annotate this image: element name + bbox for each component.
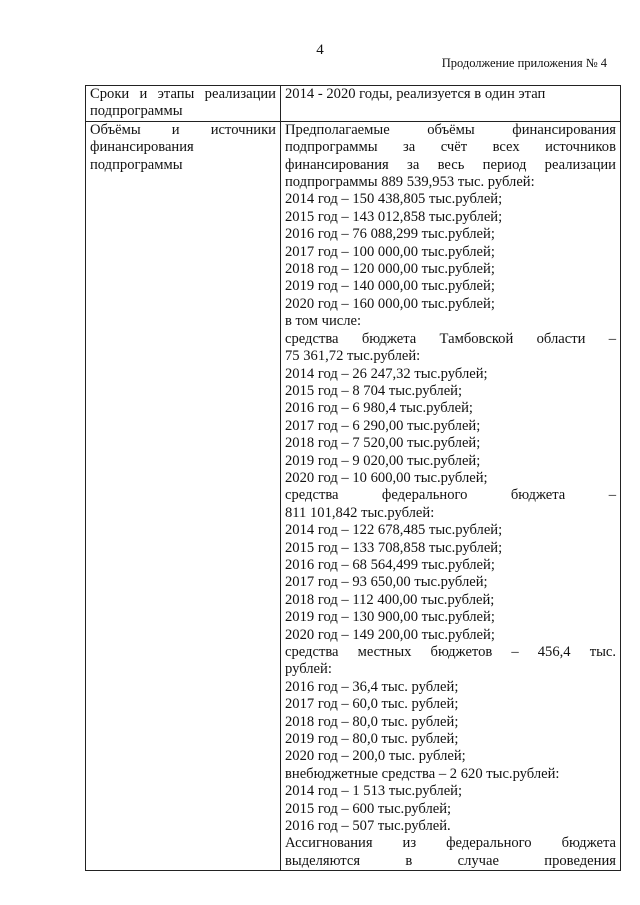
label-cell-line: финансирования: [90, 139, 194, 156]
value-cell-line: 2016 год – 507 тыс.рублей.: [285, 818, 451, 835]
value-cell: [281, 86, 621, 122]
value-cell-line: внебюджетные средства – 2 620 тыс.рублей:: [285, 765, 560, 782]
value-cell-line: 2014 год – 150 438,805 тыс.рублей;: [285, 191, 503, 208]
value-cell-line: 2016 год – 68 564,499 тыс.рублей;: [285, 556, 495, 573]
table-row: [86, 121, 621, 870]
value-cell-line: 2018 год – 120 000,00 тыс.рублей;: [285, 261, 495, 278]
value-cell-line: 2018 год – 112 400,00 тыс.рублей;: [285, 591, 495, 608]
page-number: 4: [316, 42, 324, 58]
value-cell-line: 2016 год – 6 980,4 тыс.рублей;: [285, 400, 473, 417]
value-cell-line: 2016 год – 36,4 тыс. рублей;: [285, 678, 459, 695]
value-cell-line: средства бюджета Тамбовской области –: [285, 330, 616, 347]
value-cell-line: 2020 год – 149 200,00 тыс.рублей;: [285, 626, 495, 643]
value-cell-line: 2018 год – 80,0 тыс. рублей;: [285, 713, 459, 730]
value-cell-line: 2019 год – 9 020,00 тыс.рублей;: [285, 452, 481, 469]
value-cell-line: 2017 год – 6 290,00 тыс.рублей;: [285, 417, 481, 434]
value-cell-line: 2020 год – 160 000,00 тыс.рублей;: [285, 295, 495, 312]
value-cell: [281, 121, 621, 870]
label-cell: [86, 121, 281, 870]
value-cell-line: 2014 год – 122 678,485 тыс.рублей;: [285, 522, 503, 539]
value-cell-line: 811 101,842 тыс.рублей:: [285, 504, 435, 521]
label-cell-line: подпрограммы: [90, 156, 183, 173]
value-cell-line: 2014 год – 1 513 тыс.рублей;: [285, 783, 463, 800]
value-cell-line: 2016 год – 76 088,299 тыс.рублей;: [285, 226, 495, 243]
value-cell-line: выделяются в случае проведения: [285, 852, 616, 869]
value-cell-line: средства местных бюджетов – 456,4 тыс.: [285, 644, 616, 660]
value-cell-line: Ассигнования из федерального бюджета: [285, 835, 616, 852]
label-cell-line: подпрограммы: [90, 103, 183, 120]
value-cell-line: подпрограммы 889 539,953 тыс. рублей:: [285, 174, 535, 191]
table-row: [86, 86, 621, 122]
value-cell-line: 2015 год – 143 012,858 тыс.рублей;: [285, 208, 503, 225]
label-cell: [86, 86, 281, 122]
value-cell-line: средства федерального бюджета –: [285, 487, 616, 504]
value-cell-line: 2019 год – 140 000,00 тыс.рублей;: [285, 278, 495, 295]
value-cell-line: в том числе:: [285, 313, 362, 330]
value-cell-line: 2015 год – 8 704 тыс.рублей;: [285, 382, 463, 399]
value-cell-line: 2017 год – 93 650,00 тыс.рублей;: [285, 574, 488, 591]
value-cell-line: 75 361,72 тыс.рублей:: [285, 348, 421, 365]
value-cell-line: финансирования за весь период реализации: [285, 156, 616, 173]
value-cell-line: 2020 год – 200,0 тыс. рублей;: [285, 748, 466, 765]
program-passport-table: [85, 85, 621, 871]
label-cell-line: Объёмы и источники: [90, 121, 276, 138]
value-cell-line: 2014 - 2020 годы, реализуется в один этап: [285, 86, 546, 102]
value-cell-line: 2015 год – 133 708,858 тыс.рублей;: [285, 539, 503, 556]
value-cell-line: 2019 год – 80,0 тыс. рублей;: [285, 731, 459, 748]
continuation-note: Продолжение приложения № 4: [441, 56, 607, 70]
value-cell-line: подпрограммы за счёт всех источников: [285, 139, 616, 156]
value-cell-line: 2015 год – 600 тыс.рублей;: [285, 800, 452, 817]
value-cell-line: рублей:: [285, 661, 332, 678]
label-cell-line: Сроки и этапы реализации: [90, 86, 276, 102]
value-cell-line: 2020 год – 10 600,00 тыс.рублей;: [285, 469, 488, 486]
value-cell-line: 2017 год – 60,0 тыс. рублей;: [285, 696, 459, 713]
value-cell-line: 2017 год – 100 000,00 тыс.рублей;: [285, 243, 495, 260]
value-cell-line: 2018 год – 7 520,00 тыс.рублей;: [285, 435, 481, 452]
value-cell-line: Предполагаемые объёмы финансирования: [285, 121, 616, 138]
value-cell-line: 2014 год – 26 247,32 тыс.рублей;: [285, 365, 488, 382]
value-cell-line: 2019 год – 130 900,00 тыс.рублей;: [285, 609, 495, 626]
